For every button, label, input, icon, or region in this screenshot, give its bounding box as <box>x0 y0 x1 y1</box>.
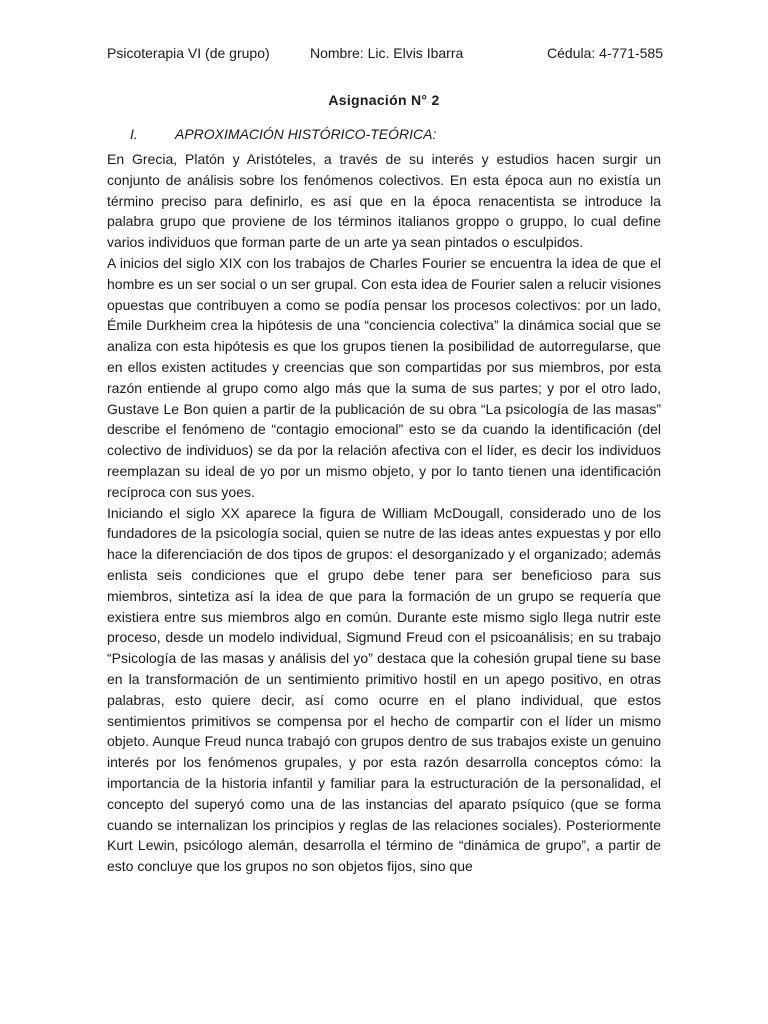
section-heading <box>130 126 436 142</box>
author-id: Cédula: 4-771-585 <box>547 45 663 61</box>
paragraph: A inicios del siglo XIX con los trabajos de Charles Fourier se encuentra la idea de que el hombre es un ser social o un ser grupal. Con esta idea de Fourier salen a relucir visiones opuestas que contribuyen a como se podía pensar los procesos colectivos: por un lado, Émile Durkheim crea la hipótesis de una “conciencia colectiva” la dinámica social que se analiza con esta hipótesis es que los grupos tienen la posibilidad de autorregularse, que en ellos existen actitudes y creencias que son compartidas por sus miembros, por esta razón entiende al grupo como algo más que la suma de sus partes; y por el otro lado, Gustave Le Bon quien a partir de la publicación de su obra “La psicología de las masas” describe el fenómeno de “contagio emocional” esto se da cuando la identificación (del colectivo de individuos) se da por la relación afectiva con el líder, es decir los individuos reemplazan su ideal de yo por un mismo objeto, y por lo tanto tienen una identificación recíproca con sus yoes. <box>107 254 661 500</box>
document-body <box>107 149 661 877</box>
section-number: I. <box>130 126 138 142</box>
paragraph: En Grecia, Platón y Aristóteles, a través de su interés y estudios hacen surgir un conjunto de análisis sobre los fenómenos colectivos. En esta época aun no existía un término preciso para definirlo, es así que en la época renacentista se introduce la palabra grupo que proviene de los términos italianos groppo o gruppo, lo cual define varios individuos que forman parte de un arte ya sean pintados o esculpidos. <box>107 151 661 251</box>
document-title: Asignación N° 2 <box>328 92 440 108</box>
author-name: Nombre: Lic. Elvis Ibarra <box>310 45 464 61</box>
paragraph: Iniciando el siglo XX aparece la figura de William McDougall, considerado uno de los fundadores de la psicología social, quien se nutre de las ideas antes expuestas y por ello hace la diferenciación de dos tipos de grupos: el desorganizado y el organizado; además enlista seis condiciones que el grupo debe tener para ser beneficioso para sus miembros, sintetiza así la idea de que para la formación de un grupo se requería que existiera entre sus miembros algo en común. Durante este mismo siglo llega nutrir este proceso, desde un modelo individual, Sigmund Freud con el psicoanálisis; en su trabajo “Psicología de las masas y análisis del yo” destaca que la cohesión grupal tiene su base en la transformación de un sentimiento primitivo hostil en un apego positivo, en otras palabras, esto quiere decir, así como ocurre en el plano individual, que estos sentimientos primitivos se compensa por el hecho de compartir con el líder un mismo objeto. Aunque Freud nunca trabajó con grupos dentro de sus trabajos existe un genuino interés por los fenómenos grupales, y por esta razón desarrolla conceptos cómo: la importancia de la historia infantil y familiar para la estructuración de la personalidad, el concepto del superyó como una de las instancias del aparato psíquico (que se forma cuando se internalizan los principios y reglas de las relaciones sociales). Posteriormente Kurt Lewin, psicólogo alemán, desarrolla el término de “dinámica de grupo”, a partir de esto concluye que los grupos no son objetos fijos, sino que <box>107 504 661 875</box>
page-header <box>107 45 663 65</box>
course-label: Psicoterapia VI (de grupo) <box>107 45 270 61</box>
section-title: APROXIMACIÓN HISTÓRICO-TEÓRICA: <box>175 126 437 142</box>
